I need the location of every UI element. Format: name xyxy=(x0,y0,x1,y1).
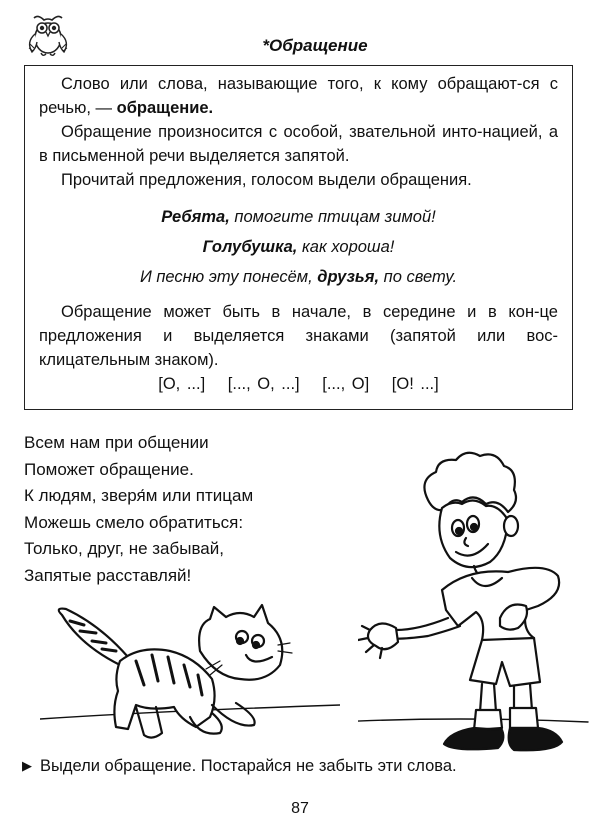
definition-term: обращение. xyxy=(116,99,214,117)
page-number: 87 xyxy=(291,800,309,817)
task-marker-icon: ▶ xyxy=(22,758,32,773)
example-address: друзья, xyxy=(317,268,380,286)
example-text: по свету. xyxy=(379,268,458,286)
scheme-end: [..., О] xyxy=(322,375,370,393)
punctuation-schemes xyxy=(39,372,558,396)
instruction-paragraph: Прочитай предложения, голосом выдели обращения. xyxy=(61,171,472,189)
poem-line: Всем нам при общении xyxy=(24,433,209,452)
position-rule-paragraph: Обращение может быть в начале, в середине и в кон-це предложения и выделяется знаками (запятой или вос-клицательным знаком). xyxy=(39,303,558,369)
task-instruction xyxy=(22,757,457,776)
intonation-paragraph: Обращение произносится с особой, звательной инто-нацией, а в письменной речи выделяется запятой. xyxy=(39,123,558,165)
example-address: Ребята, xyxy=(161,208,230,226)
poem-line: Запятые расставляй! xyxy=(24,565,192,585)
example-address: Голубушка, xyxy=(202,238,298,256)
page-title: *Обращение xyxy=(262,36,368,55)
poem-line: Можешь смело обратиться: xyxy=(24,512,244,532)
poem-line: Только, друг, не забывай, xyxy=(24,539,224,558)
boy-illustration xyxy=(358,440,598,760)
definition-paragraph xyxy=(39,72,558,120)
example-sentence xyxy=(39,262,558,292)
example-sentence xyxy=(39,232,558,262)
scheme-exclamation: [О! ...] xyxy=(391,375,439,393)
example-text: как хороша! xyxy=(297,238,395,256)
example-sentence xyxy=(39,202,558,232)
task-text: Выдели обращение. Постарайся не забыть эти слова. xyxy=(40,757,457,775)
cat-illustration xyxy=(40,595,340,755)
poem-line: К людям, зверя́м или птицам xyxy=(24,486,254,505)
rule-box xyxy=(24,65,573,410)
examples-list xyxy=(39,202,558,292)
definition-text: Слово или слова, называющие того, к кому обращают-ся с речью, — xyxy=(39,75,558,117)
scheme-middle: [..., О, ...] xyxy=(227,375,300,393)
scheme-start: [О, ...] xyxy=(158,375,206,393)
poem-line: Поможет обращение. xyxy=(24,459,194,479)
example-text: помогите птицам зимой! xyxy=(229,208,436,226)
poem xyxy=(24,430,253,589)
example-text: И песню эту понесём, xyxy=(139,268,318,286)
